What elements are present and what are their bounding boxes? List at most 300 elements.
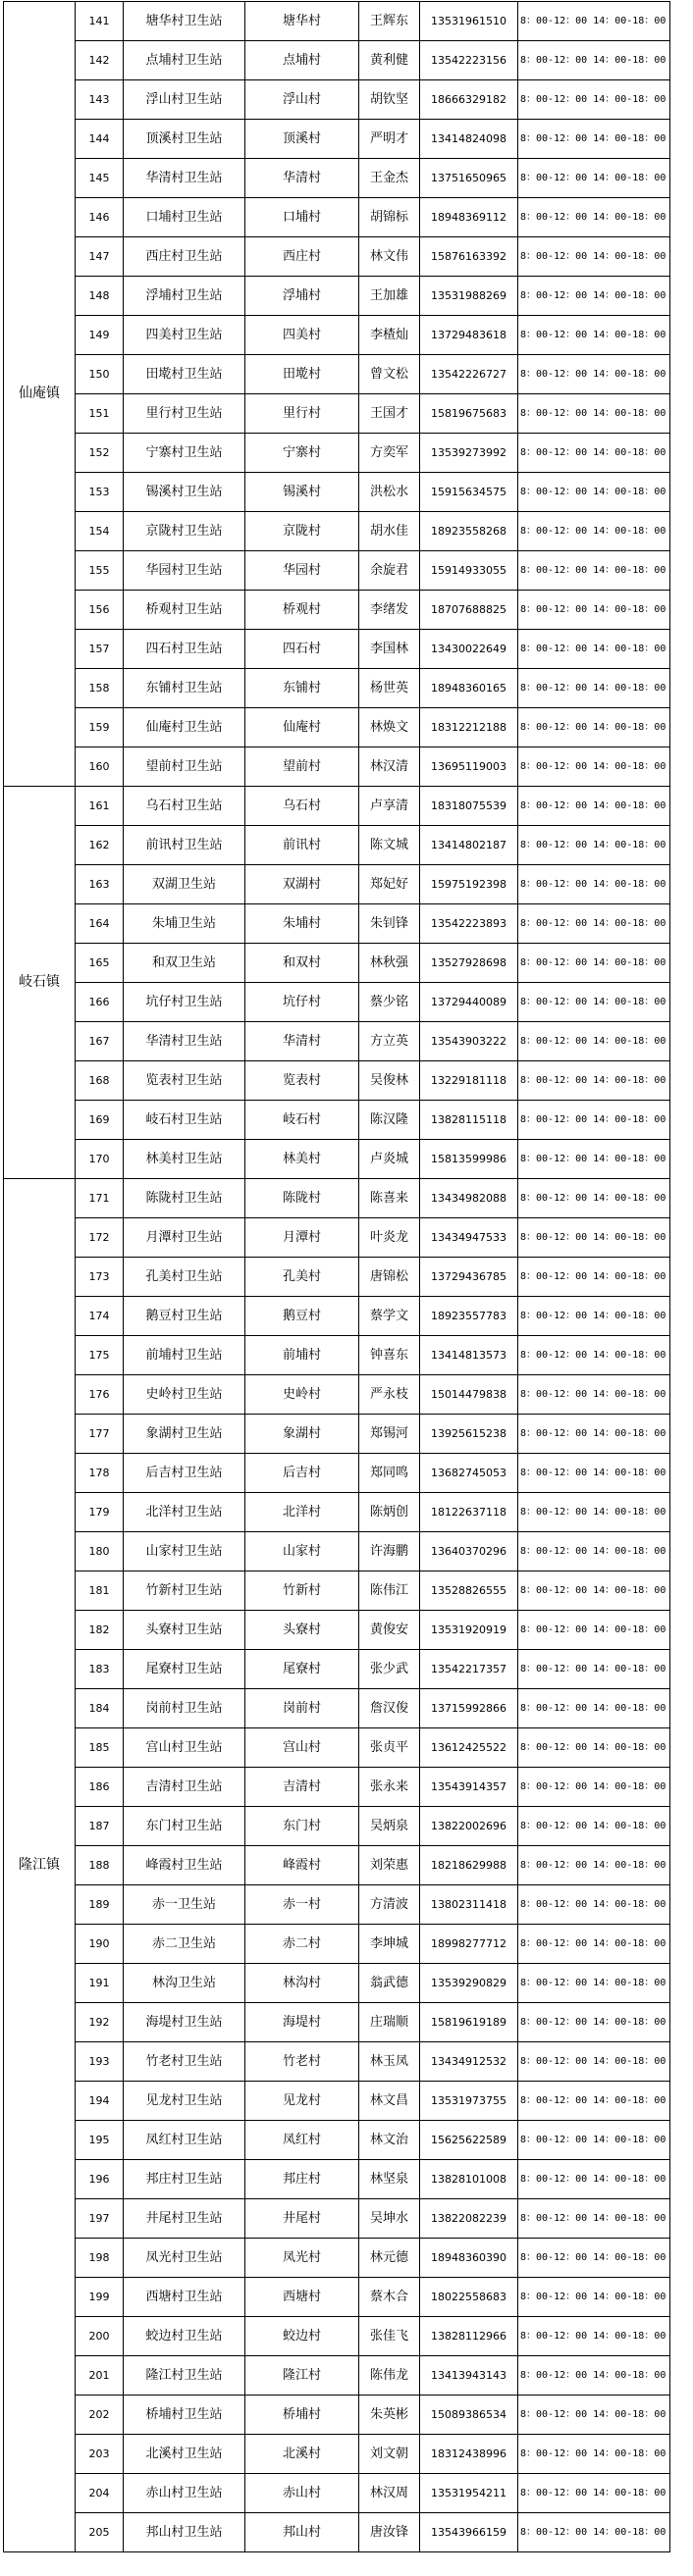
village-name: 尾寮村: [245, 1650, 359, 1689]
phone-number: 15914933055: [420, 551, 518, 591]
phone-number: 13531954211: [420, 2474, 518, 2513]
table-row: [4, 355, 670, 394]
phone-number: 13822082239: [420, 2199, 518, 2239]
village-name: 口埔村: [245, 198, 359, 237]
opening-hours: 8：00-12：00 14：00-18：00: [518, 2435, 670, 2474]
table-row: [4, 316, 670, 355]
table-row: [4, 747, 670, 787]
clinic-name: 蛟边村卫生站: [124, 2317, 245, 2356]
row-number: 198: [76, 2239, 124, 2278]
village-name: 东铺村: [245, 669, 359, 708]
village-name: 蛟边村: [245, 2317, 359, 2356]
phone-number: 13434982088: [420, 1179, 518, 1218]
row-number: 155: [76, 551, 124, 591]
phone-number: 13539273992: [420, 434, 518, 473]
row-number: 172: [76, 1218, 124, 1258]
row-number: 191: [76, 1964, 124, 2003]
village-name: 望前村: [245, 747, 359, 787]
contact-person: 林文昌: [359, 2082, 420, 2121]
row-number: 179: [76, 1493, 124, 1532]
phone-number: 18318075539: [420, 787, 518, 826]
contact-person: 严明才: [359, 120, 420, 159]
village-name: 山家村: [245, 1532, 359, 1571]
row-number: 171: [76, 1179, 124, 1218]
village-name: 见龙村: [245, 2082, 359, 2121]
opening-hours: 8：00-12：00 14：00-18：00: [518, 2, 670, 41]
table-row: [4, 2082, 670, 2121]
contact-person: 李国林: [359, 630, 420, 669]
phone-number: 13542217357: [420, 1650, 518, 1689]
row-number: 192: [76, 2003, 124, 2042]
opening-hours: 8：00-12：00 14：00-18：00: [518, 473, 670, 512]
table-row: [4, 2239, 670, 2278]
phone-number: 18022558683: [420, 2278, 518, 2317]
table-row: [4, 669, 670, 708]
village-name: 鹅豆村: [245, 1297, 359, 1336]
contact-person: 李坤城: [359, 1925, 420, 1964]
contact-person: 陈伟江: [359, 1571, 420, 1611]
village-name: 里行村: [245, 394, 359, 434]
table-row: [4, 198, 670, 237]
contact-person: 林秋强: [359, 944, 420, 983]
row-number: 156: [76, 591, 124, 630]
row-number: 157: [76, 630, 124, 669]
opening-hours: 8：00-12：00 14：00-18：00: [518, 1650, 670, 1689]
village-name: 赤二村: [245, 1925, 359, 1964]
table-row: [4, 80, 670, 120]
opening-hours: 8：00-12：00 14：00-18：00: [518, 1925, 670, 1964]
opening-hours: 8：00-12：00 14：00-18：00: [518, 2003, 670, 2042]
contact-person: 李绪发: [359, 591, 420, 630]
table-row: [4, 787, 670, 826]
village-name: 北洋村: [245, 1493, 359, 1532]
contact-person: 杨世英: [359, 669, 420, 708]
table-row: [4, 1728, 670, 1768]
row-number: 153: [76, 473, 124, 512]
clinic-name: 孔美村卫生站: [124, 1258, 245, 1297]
village-name: 林沟村: [245, 1964, 359, 2003]
contact-person: 严永枝: [359, 1375, 420, 1415]
table-row: [4, 1375, 670, 1415]
opening-hours: 8：00-12：00 14：00-18：00: [518, 41, 670, 80]
contact-person: 李楂灿: [359, 316, 420, 355]
clinic-name: 华园村卫生站: [124, 551, 245, 591]
contact-person: 张贞平: [359, 1728, 420, 1768]
village-name: 双湖村: [245, 865, 359, 904]
clinic-name: 顶溪村卫生站: [124, 120, 245, 159]
table-row: [4, 1101, 670, 1140]
contact-person: 黄利健: [359, 41, 420, 80]
table-row: [4, 826, 670, 865]
phone-number: 18948369112: [420, 198, 518, 237]
contact-person: 朱英彬: [359, 2396, 420, 2435]
clinic-name: 四美村卫生站: [124, 316, 245, 355]
table-row: [4, 1925, 670, 1964]
phone-number: 18707688825: [420, 591, 518, 630]
clinic-name: 塘华村卫生站: [124, 2, 245, 41]
table-row: [4, 434, 670, 473]
contact-person: 詹汉俊: [359, 1689, 420, 1728]
phone-number: 13229181118: [420, 1061, 518, 1101]
row-number: 189: [76, 1885, 124, 1925]
opening-hours: 8：00-12：00 14：00-18：00: [518, 1571, 670, 1611]
clinic-name: 四石村卫生站: [124, 630, 245, 669]
village-name: 田墘村: [245, 355, 359, 394]
row-number: 201: [76, 2356, 124, 2396]
contact-person: 叶炎龙: [359, 1218, 420, 1258]
row-number: 204: [76, 2474, 124, 2513]
clinic-table: [3, 1, 670, 2552]
opening-hours: 8：00-12：00 14：00-18：00: [518, 277, 670, 316]
village-name: 华园村: [245, 551, 359, 591]
phone-number: 15089386534: [420, 2396, 518, 2435]
opening-hours: 8：00-12：00 14：00-18：00: [518, 2239, 670, 2278]
table-row: [4, 1650, 670, 1689]
opening-hours: 8：00-12：00 14：00-18：00: [518, 2474, 670, 2513]
contact-person: 陈炳创: [359, 1493, 420, 1532]
clinic-name: 邦庄村卫生站: [124, 2160, 245, 2199]
phone-number: 13695119003: [420, 747, 518, 787]
table-row: [4, 1297, 670, 1336]
row-number: 187: [76, 1807, 124, 1846]
table-row: [4, 591, 670, 630]
row-number: 188: [76, 1846, 124, 1885]
village-name: 桥埔村: [245, 2396, 359, 2435]
row-number: 200: [76, 2317, 124, 2356]
opening-hours: 8：00-12：00 14：00-18：00: [518, 2317, 670, 2356]
contact-person: 朱钊锋: [359, 904, 420, 944]
phone-number: 13531988269: [420, 277, 518, 316]
row-number: 197: [76, 2199, 124, 2239]
row-number: 162: [76, 826, 124, 865]
table-row: [4, 904, 670, 944]
village-name: 北溪村: [245, 2435, 359, 2474]
table-row: [4, 1885, 670, 1925]
opening-hours: 8：00-12：00 14：00-18：00: [518, 904, 670, 944]
contact-person: 林文治: [359, 2121, 420, 2160]
clinic-name: 史岭村卫生站: [124, 1375, 245, 1415]
table-row: [4, 1846, 670, 1885]
opening-hours: 8：00-12：00 14：00-18：00: [518, 787, 670, 826]
row-number: 178: [76, 1454, 124, 1493]
phone-number: 18666329182: [420, 80, 518, 120]
contact-person: 林玉凤: [359, 2042, 420, 2082]
opening-hours: 8：00-12：00 14：00-18：00: [518, 2082, 670, 2121]
opening-hours: 8：00-12：00 14：00-18：00: [518, 80, 670, 120]
table-row: [4, 237, 670, 277]
table-row: [4, 1532, 670, 1571]
table-row: [4, 41, 670, 80]
phone-number: 13542226727: [420, 355, 518, 394]
contact-person: 林坚泉: [359, 2160, 420, 2199]
clinic-name: 井尾村卫生站: [124, 2199, 245, 2239]
row-number: 199: [76, 2278, 124, 2317]
village-name: 乌石村: [245, 787, 359, 826]
row-number: 176: [76, 1375, 124, 1415]
table-row: [4, 2356, 670, 2396]
phone-number: 13542223893: [420, 904, 518, 944]
contact-person: 林元德: [359, 2239, 420, 2278]
clinic-name: 乌石村卫生站: [124, 787, 245, 826]
phone-number: 18948360165: [420, 669, 518, 708]
clinic-name: 赤二卫生站: [124, 1925, 245, 1964]
table-row: [4, 865, 670, 904]
clinic-name: 西塘村卫生站: [124, 2278, 245, 2317]
clinic-name: 双湖卫生站: [124, 865, 245, 904]
phone-number: 18122637118: [420, 1493, 518, 1532]
row-number: 164: [76, 904, 124, 944]
contact-person: 方立英: [359, 1022, 420, 1061]
opening-hours: 8：00-12：00 14：00-18：00: [518, 2042, 670, 2082]
phone-number: 18923557783: [420, 1297, 518, 1336]
contact-person: 曾文松: [359, 355, 420, 394]
clinic-name: 浮山村卫生站: [124, 80, 245, 120]
contact-person: 林焕文: [359, 708, 420, 747]
contact-person: 蔡少铭: [359, 983, 420, 1022]
village-name: 塘华村: [245, 2, 359, 41]
opening-hours: 8：00-12：00 14：00-18：00: [518, 1415, 670, 1454]
clinic-name: 锡溪村卫生站: [124, 473, 245, 512]
village-name: 隆江村: [245, 2356, 359, 2396]
opening-hours: 8：00-12：00 14：00-18：00: [518, 2396, 670, 2435]
opening-hours: 8：00-12：00 14：00-18：00: [518, 2160, 670, 2199]
table-row: [4, 2160, 670, 2199]
table-row: [4, 1454, 670, 1493]
phone-number: 13414824098: [420, 120, 518, 159]
table-row: [4, 1179, 670, 1218]
table-row: [4, 394, 670, 434]
table-row: [4, 1061, 670, 1101]
village-name: 华清村: [245, 1022, 359, 1061]
contact-person: 余旋君: [359, 551, 420, 591]
table-row: [4, 1415, 670, 1454]
clinic-name: 华清村卫生站: [124, 159, 245, 198]
row-number: 166: [76, 983, 124, 1022]
village-name: 华清村: [245, 159, 359, 198]
table-row: [4, 2199, 670, 2239]
opening-hours: 8：00-12：00 14：00-18：00: [518, 1140, 670, 1179]
opening-hours: 8：00-12：00 14：00-18：00: [518, 1218, 670, 1258]
table-row: [4, 1218, 670, 1258]
opening-hours: 8：00-12：00 14：00-18：00: [518, 1964, 670, 2003]
row-number: 168: [76, 1061, 124, 1101]
row-number: 151: [76, 394, 124, 434]
phone-number: 18923558268: [420, 512, 518, 551]
row-number: 183: [76, 1650, 124, 1689]
table-row: [4, 2474, 670, 2513]
row-number: 193: [76, 2042, 124, 2082]
table-row: [4, 1611, 670, 1650]
village-name: 览表村: [245, 1061, 359, 1101]
opening-hours: 8：00-12：00 14：00-18：00: [518, 237, 670, 277]
clinic-name: 赤一卫生站: [124, 1885, 245, 1925]
row-number: 180: [76, 1532, 124, 1571]
opening-hours: 8：00-12：00 14：00-18：00: [518, 1454, 670, 1493]
phone-number: 13543966159: [420, 2513, 518, 2552]
clinic-name: 后吉村卫生站: [124, 1454, 245, 1493]
clinic-name: 东门村卫生站: [124, 1807, 245, 1846]
opening-hours: 8：00-12：00 14：00-18：00: [518, 1885, 670, 1925]
row-number: 169: [76, 1101, 124, 1140]
village-name: 四石村: [245, 630, 359, 669]
opening-hours: 8：00-12：00 14：00-18：00: [518, 1611, 670, 1650]
clinic-name: 陈陇村卫生站: [124, 1179, 245, 1218]
clinic-name: 点埔村卫生站: [124, 41, 245, 80]
village-name: 峰霞村: [245, 1846, 359, 1885]
row-number: 146: [76, 198, 124, 237]
clinic-name: 宁寨村卫生站: [124, 434, 245, 473]
row-number: 185: [76, 1728, 124, 1768]
clinic-name: 田墘村卫生站: [124, 355, 245, 394]
table-row: [4, 120, 670, 159]
opening-hours: 8：00-12：00 14：00-18：00: [518, 1768, 670, 1807]
clinic-name: 峰霞村卫生站: [124, 1846, 245, 1885]
contact-person: 王辉东: [359, 2, 420, 41]
row-number: 190: [76, 1925, 124, 1964]
clinic-name: 尾寮村卫生站: [124, 1650, 245, 1689]
contact-person: 方奕军: [359, 434, 420, 473]
opening-hours: 8：00-12：00 14：00-18：00: [518, 2199, 670, 2239]
opening-hours: 8：00-12：00 14：00-18：00: [518, 551, 670, 591]
opening-hours: 8：00-12：00 14：00-18：00: [518, 591, 670, 630]
village-name: 点埔村: [245, 41, 359, 80]
village-name: 林美村: [245, 1140, 359, 1179]
contact-person: 陈喜来: [359, 1179, 420, 1218]
clinic-name: 华清村卫生站: [124, 1022, 245, 1061]
phone-number: 13434912532: [420, 2042, 518, 2082]
row-number: 148: [76, 277, 124, 316]
village-name: 顶溪村: [245, 120, 359, 159]
table-row: [4, 1768, 670, 1807]
opening-hours: 8：00-12：00 14：00-18：00: [518, 2513, 670, 2552]
opening-hours: 8：00-12：00 14：00-18：00: [518, 1297, 670, 1336]
opening-hours: 8：00-12：00 14：00-18：00: [518, 2278, 670, 2317]
phone-number: 13539290829: [420, 1964, 518, 2003]
row-number: 167: [76, 1022, 124, 1061]
village-name: 吉清村: [245, 1768, 359, 1807]
phone-number: 13822002696: [420, 1807, 518, 1846]
village-name: 西庄村: [245, 237, 359, 277]
opening-hours: 8：00-12：00 14：00-18：00: [518, 512, 670, 551]
row-number: 163: [76, 865, 124, 904]
row-number: 152: [76, 434, 124, 473]
phone-number: 13802311418: [420, 1885, 518, 1925]
opening-hours: 8：00-12：00 14：00-18：00: [518, 630, 670, 669]
village-name: 赤山村: [245, 2474, 359, 2513]
clinic-name: 吉清村卫生站: [124, 1768, 245, 1807]
clinic-name: 览表村卫生站: [124, 1061, 245, 1101]
table-row: [4, 2278, 670, 2317]
opening-hours: 8：00-12：00 14：00-18：00: [518, 159, 670, 198]
clinic-name: 桥观村卫生站: [124, 591, 245, 630]
phone-number: 15915634575: [420, 473, 518, 512]
table-row: [4, 630, 670, 669]
phone-number: 13531920919: [420, 1611, 518, 1650]
clinic-name: 鹅豆村卫生站: [124, 1297, 245, 1336]
phone-number: 13729436785: [420, 1258, 518, 1297]
contact-person: 胡钦坚: [359, 80, 420, 120]
contact-person: 刘荣惠: [359, 1846, 420, 1885]
phone-number: 15975192398: [420, 865, 518, 904]
village-name: 四美村: [245, 316, 359, 355]
contact-person: 洪松水: [359, 473, 420, 512]
opening-hours: 8：00-12：00 14：00-18：00: [518, 1101, 670, 1140]
phone-number: 13434947533: [420, 1218, 518, 1258]
village-name: 岗前村: [245, 1689, 359, 1728]
clinic-name: 见龙村卫生站: [124, 2082, 245, 2121]
row-number: 177: [76, 1415, 124, 1454]
opening-hours: 8：00-12：00 14：00-18：00: [518, 120, 670, 159]
phone-number: 15625622589: [420, 2121, 518, 2160]
clinic-name: 岗前村卫生站: [124, 1689, 245, 1728]
opening-hours: 8：00-12：00 14：00-18：00: [518, 2121, 670, 2160]
opening-hours: 8：00-12：00 14：00-18：00: [518, 1846, 670, 1885]
table-row: [4, 512, 670, 551]
row-number: 144: [76, 120, 124, 159]
opening-hours: 8：00-12：00 14：00-18：00: [518, 1336, 670, 1375]
opening-hours: 8：00-12：00 14：00-18：00: [518, 355, 670, 394]
phone-number: 13414802187: [420, 826, 518, 865]
table-row: [4, 1807, 670, 1846]
village-name: 桥观村: [245, 591, 359, 630]
phone-number: 13682745053: [420, 1454, 518, 1493]
table-row: [4, 1571, 670, 1611]
opening-hours: 8：00-12：00 14：00-18：00: [518, 1493, 670, 1532]
contact-person: 蔡学文: [359, 1297, 420, 1336]
row-number: 147: [76, 237, 124, 277]
phone-number: 13751650965: [420, 159, 518, 198]
contact-person: 翁武德: [359, 1964, 420, 2003]
row-number: 181: [76, 1571, 124, 1611]
opening-hours: 8：00-12：00 14：00-18：00: [518, 1728, 670, 1768]
row-number: 158: [76, 669, 124, 708]
village-name: 朱埔村: [245, 904, 359, 944]
contact-person: 林汉清: [359, 747, 420, 787]
clinic-name: 象湖村卫生站: [124, 1415, 245, 1454]
village-name: 象湖村: [245, 1415, 359, 1454]
village-name: 后吉村: [245, 1454, 359, 1493]
clinic-name: 仙庵村卫生站: [124, 708, 245, 747]
row-number: 184: [76, 1689, 124, 1728]
clinic-name: 桥埔村卫生站: [124, 2396, 245, 2435]
village-name: 岐石村: [245, 1101, 359, 1140]
clinic-name: 凤光村卫生站: [124, 2239, 245, 2278]
contact-person: 唐汝锋: [359, 2513, 420, 2552]
contact-person: 吴坤水: [359, 2199, 420, 2239]
village-name: 头寮村: [245, 1611, 359, 1650]
opening-hours: 8：00-12：00 14：00-18：00: [518, 1179, 670, 1218]
opening-hours: 8：00-12：00 14：00-18：00: [518, 1258, 670, 1297]
table-row: [4, 2121, 670, 2160]
clinic-name: 凤红村卫生站: [124, 2121, 245, 2160]
village-name: 浮山村: [245, 80, 359, 120]
contact-person: 张少武: [359, 1650, 420, 1689]
clinic-name: 前讯村卫生站: [124, 826, 245, 865]
row-number: 165: [76, 944, 124, 983]
table-row: [4, 2003, 670, 2042]
row-number: 194: [76, 2082, 124, 2121]
contact-person: 吴俊林: [359, 1061, 420, 1101]
opening-hours: 8：00-12：00 14：00-18：00: [518, 394, 670, 434]
row-number: 141: [76, 2, 124, 41]
row-number: 170: [76, 1140, 124, 1179]
village-name: 锡溪村: [245, 473, 359, 512]
contact-person: 卢享清: [359, 787, 420, 826]
clinic-name: 赤山村卫生站: [124, 2474, 245, 2513]
clinic-name: 北洋村卫生站: [124, 1493, 245, 1532]
table-row: [4, 2513, 670, 2552]
village-name: 宁寨村: [245, 434, 359, 473]
